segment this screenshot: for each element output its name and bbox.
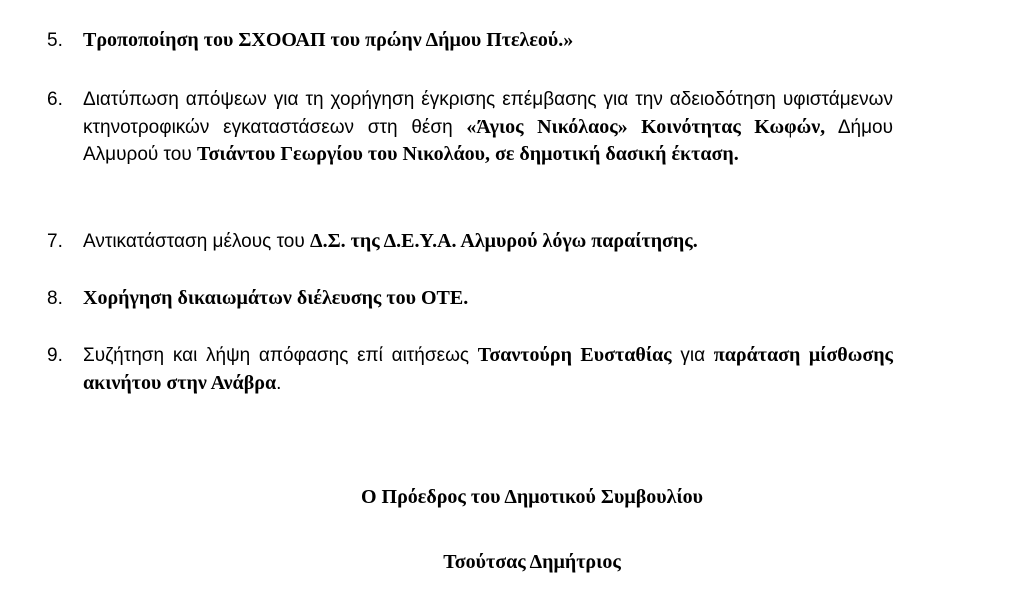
item-text-segment: Αντικατάσταση μέλους του: [83, 231, 311, 252]
item-text: [83, 228, 893, 256]
item-text-segment: Δήμου Αλμυρού του: [83, 116, 893, 165]
item-number: 8.: [47, 288, 63, 309]
item-text-bold: Τροποποίηση του ΣΧΟΟΑΠ του πρώην Δήμου Πτελεού.»: [83, 29, 574, 51]
item-text-segment: Συζήτηση και λήψη απόφασης επί αιτήσεως: [83, 345, 478, 366]
agenda-item-8: [47, 285, 893, 313]
signature-title: Ο Πρόεδρος του Δημοτικού Συμβουλίου: [360, 486, 704, 508]
item-number: 9.: [47, 345, 63, 366]
agenda-item-5: [47, 27, 893, 55]
item-text-bold: Χορήγηση δικαιωμάτων διέλευσης του ΟΤΕ.: [83, 287, 469, 309]
item-text-bold: Τσαντούρη Ευσταθίας: [477, 344, 672, 366]
item-number: 5.: [47, 30, 63, 51]
signature-name: Τσούτσας Δημήτριος: [443, 551, 621, 573]
item-text: [83, 342, 893, 397]
item-text-bold: Τσιάντου Γεωργίου του Νικολάου, σε δημοτική δασική έκταση.: [197, 143, 739, 165]
item-text-bold: παράταση μίσθωσης ακινήτου στην Ανάβρα: [83, 344, 893, 394]
item-text: [83, 285, 893, 313]
item-text: [83, 86, 893, 169]
item-number: 7.: [47, 231, 63, 252]
agenda-item-7: [47, 228, 893, 256]
item-number: 6.: [47, 89, 63, 110]
item-text-bold: «Άγιος Νικόλαος» Κοινότητας Κωφών,: [466, 115, 826, 138]
item-text-bold: Δ.Σ. της Δ.Ε.Υ.Α. Αλμυρού λόγω παραίτησης.: [310, 230, 698, 252]
item-text-segment: Διατύπωση απόψεων για τη χορήγηση έγκρισης επέμβασης για την αδειοδότηση υφιστάμενων κτηνοτροφικών εγκαταστάσεων στη θέση: [83, 89, 893, 138]
agenda-item-6: [47, 86, 893, 169]
agenda-item-9: [47, 342, 893, 397]
item-text-segment: για: [671, 345, 714, 366]
item-text: [83, 27, 893, 55]
item-text-segment: .: [276, 372, 282, 394]
